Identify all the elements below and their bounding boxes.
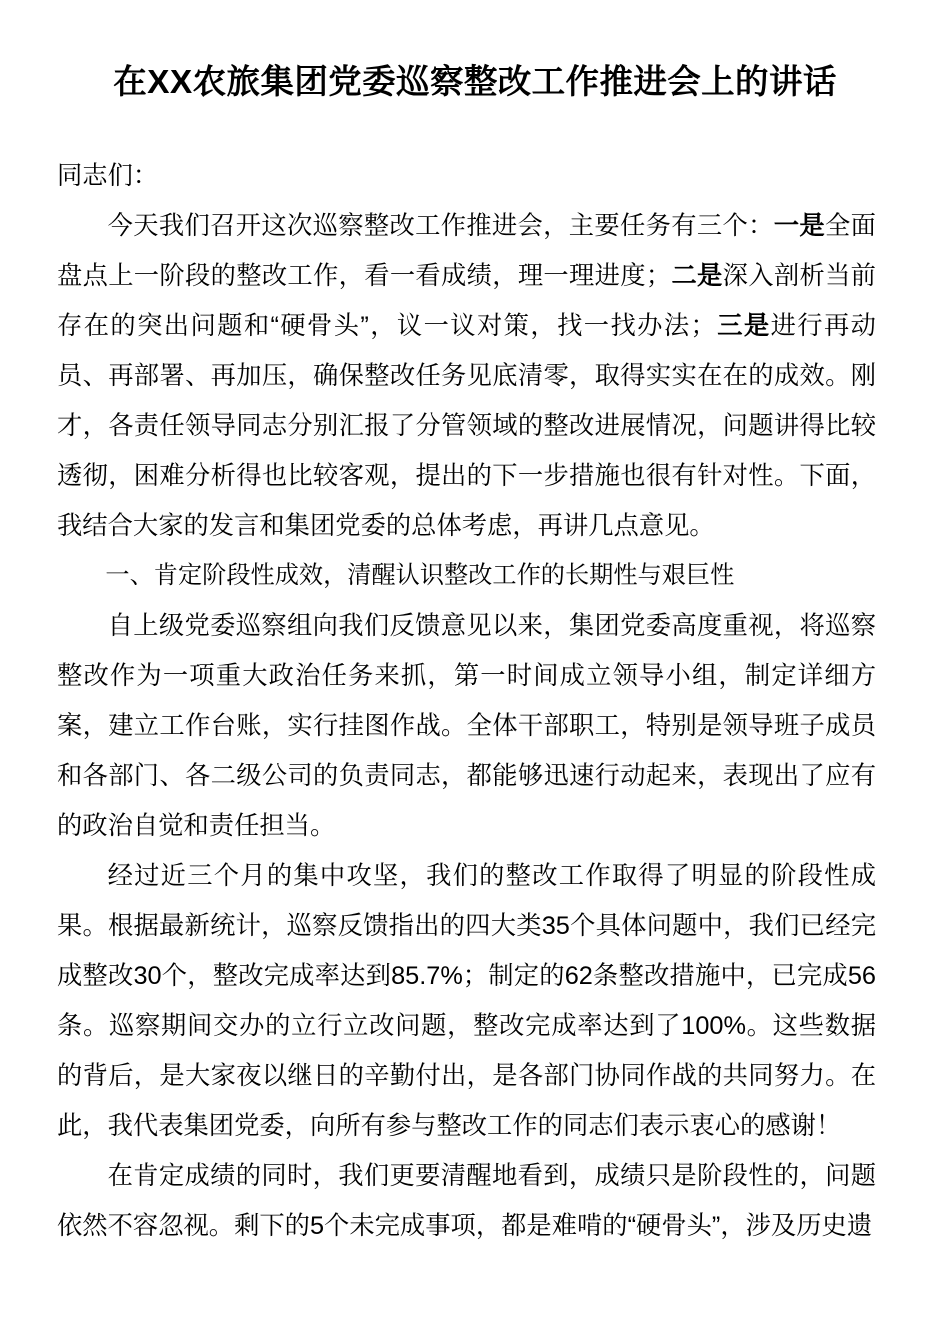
text-run: 经过近三个月的集中攻坚，我们的整改工作取得了明显的阶段性成果。根据最新统计，巡察反馈指出的四大类35个具体问题中，我们已经完成整改30个，整改完成率达到85.7%；制定的62条整改措施中，已完成56条。巡察期间交办的立行立改问题，整改完成率达到了100%。这些数据的背后，是大家夜以继日的辛勤付出，是各部门协同作战的共同努力。在此，我代表集团党委，向所有参与整改工作的同志们表示衷心的感谢！ <box>57 862 876 1141</box>
text-run: 进行再动员、再部署、再加压，确保整改任务见底清零，取得实实在在的成效。刚才，各责任领导同志分别汇报了分管领域的整改进展情况，问题讲得比较透彻，困难分析得也比较客观，提出的下一步措施也很有针对性。下面，我结合大家的发言和集团党委的总体考虑，再讲几点意见。 <box>57 312 876 541</box>
paragraph-list <box>57 201 876 1251</box>
document-body <box>0 105 950 1251</box>
text-run: 深入剖析当前存在的突出问题和“硬骨头”，议一议对策，找一找办法； <box>57 262 876 341</box>
paragraph-sober <box>57 1151 876 1251</box>
emphasis-run: 二是 <box>671 262 723 291</box>
text-run: 自上级党委巡察组向我们反馈意见以来，集团党委高度重视，将巡察整改作为一项重大政治任务来抓，第一时间成立领导小组，制定详细方案，建立工作台账，实行挂图作战。全体干部职工，特别是领导班子成员和各部门、各二级公司的负责同志，都能够迅速行动起来，表现出了应有的政治自觉和责任担当。 <box>57 612 876 841</box>
section-heading-1 <box>57 551 876 601</box>
text-run: 一、肯定阶段性成效，清醒认识整改工作的长期性与艰巨性 <box>105 562 735 590</box>
text-run: 全面盘点上一阶段的整改工作，看一看成绩，理一理进度； <box>57 212 876 291</box>
emphasis-run: 三是 <box>715 312 771 341</box>
emphasis-run: 一是 <box>773 212 826 241</box>
page-title: 在XX农旅集团党委巡察整改工作推进会上的讲话 <box>113 64 837 101</box>
salutation: 同志们： <box>57 162 159 191</box>
paragraph-feedback <box>57 601 876 851</box>
text-run: 今天我们召开这次巡察整改工作推进会，主要任务有三个： <box>107 212 774 241</box>
paragraph-statistics <box>57 851 876 1151</box>
paragraph-opening <box>57 201 876 551</box>
text-run: 在肯定成绩的同时，我们更要清醒地看到，成绩只是阶段性的，问题依然不容忽视。剩下的5个未完成事项，都是难啃的“硬骨头”，涉及历史遗 <box>57 1162 876 1241</box>
